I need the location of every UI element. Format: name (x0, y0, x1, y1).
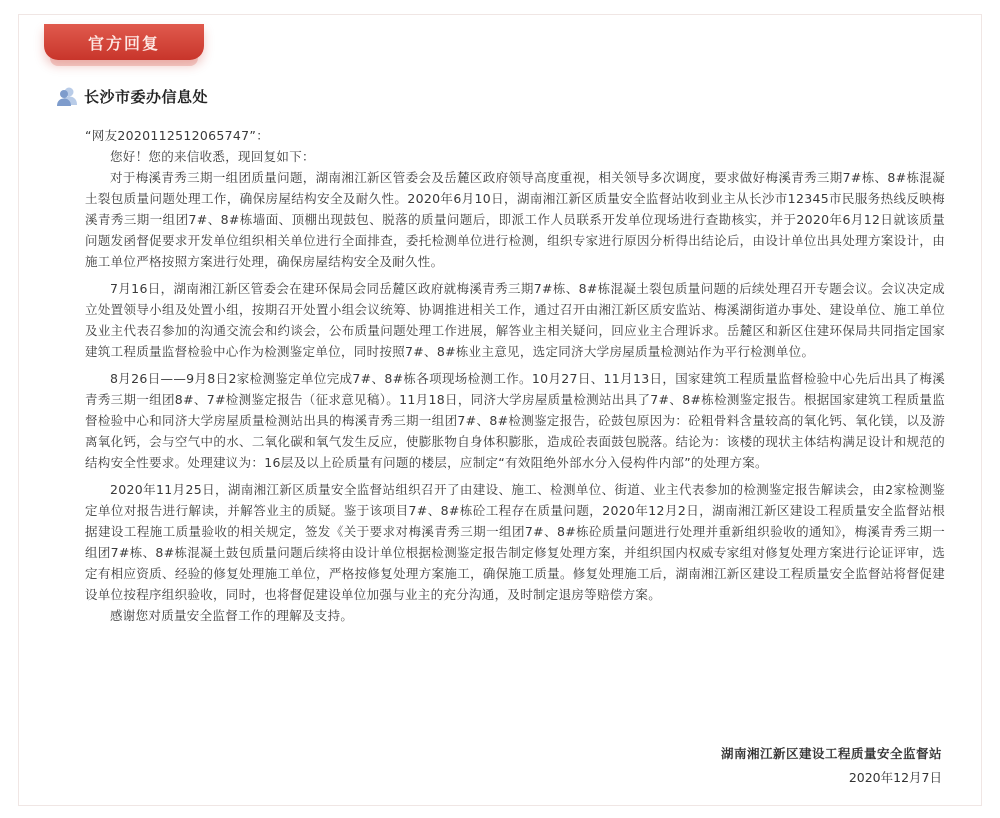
sender-name: 长沙市委办信息处 (84, 87, 209, 106)
paragraph: 对于梅溪青秀三期一组团质量问题，湖南湘江新区管委会及岳麓区政府领导高度重视，相关领导多次调度，要求做好梅溪青秀三期7#栋、8#栋混凝土裂包质量问题处理工作，确保房屋结构安全及耐久性。2020年6月10日，湖南湘江新区质量安全监督站收到业主从长沙市12345市民服务热线反映梅溪青秀三期一组团7#、8#栋墙面、顶棚出现鼓包、脱落的质量问题后，即派工作人员联系开发单位现场进行查勘核实，并于2020年6月12日就该质量问题发函督促要求开发单位组织相关单位进行全面排查，委托检测单位进行检测，组织专家进行原因分析得出结论后，由设计单位出具处理方案设计，由施工单位严格按照方案进行处理，确保房屋结构安全及耐久性。 (85, 170, 945, 269)
addressee: “网友2020112512065747”： (85, 128, 269, 143)
signature-date: 2020年12月7日 (848, 770, 942, 785)
reply-body (85, 125, 945, 626)
user-icon (56, 85, 78, 107)
sender-header (56, 85, 208, 107)
paragraph: 2020年11月25日，湖南湘江新区质量安全监督站组织召开了由建设、施工、检测单位、街道、业主代表参加的检测鉴定报告解读会，由2家检测鉴定单位对报告进行解读，并解答业主的质疑。鉴于该项目7#、8#栋砼工程存在质量问题，2020年12月2日，湖南湘江新区建设工程质量安全监督站根据建设工程施工质量验收的相关规定，签发《关于要求对梅溪青秀三期一组团7#、8#栋砼质量问题进行处理并重新组织验收的通知》，梅溪青秀三期一组团7#栋、8#栋混凝土鼓包质量问题后续将由设计单位根据检测鉴定报告制定修复处理方案，并组织国内权威专家组对修复处理方案进行论证评审，选定有相应资质、经验的修复处理施工单位，严格按修复处理方案施工，确保施工质量。修复处理施工后，湖南湘江新区建设工程质量安全监督站将督促建设单位按程序组织验收，同时，也将督促建设单位加强与业主的充分沟通，及时制定退房等赔偿方案。 (85, 482, 945, 602)
closing-line: 感谢您对质量安全监督工作的理解及支持。 (110, 608, 354, 623)
greeting: 您好！您的来信收悉，现回复如下： (110, 149, 315, 164)
paragraph: 7月16日，湖南湘江新区管委会在建环保局会同岳麓区政府就梅溪青秀三期7#栋、8#栋混凝土裂包质量问题的后续处理召开专题会议。会议决定成立处置领导小组及处置小组，按期召开处置小组会议统筹、协调推进相关工作，通过召开由湘江新区质安监站、梅溪湖街道办事处、建设单位、施工单位及业主代表召参加的沟通交流会和约谈会，公布质量问题处理工作进展，解答业主相关疑问，回应业主合理诉求。岳麓区和新区住建环保局共同指定国家建筑工程质量监督检验中心作为检测鉴定单位，同时按照7#、8#栋业主意见，选定同济大学房屋质量检测站作为平行检测单位。 (85, 281, 945, 359)
signature-block (721, 742, 942, 790)
official-reply-badge (44, 24, 204, 60)
signature-org: 湖南湘江新区建设工程质量安全监督站 (720, 746, 942, 761)
badge-label: 官方回复 (87, 33, 160, 53)
paragraph: 8月26日——9月8日2家检测鉴定单位完成7#、8#栋各项现场检测工作。10月27日、11月13日，国家建筑工程质量监督检验中心先后出具了梅溪青秀三期一组团8#、7#检测鉴定报告（征求意见稿）。11月18日，同济大学房屋质量检测站出具了7#、8#栋检测鉴定报告。根据国家建筑工程质量监督检验中心和同济大学房屋质量检测站出具的梅溪青秀三期一组团7#、8#检测鉴定报告，砼鼓包原因为：砼粗骨料含量较高的氧化钙、氧化镁，以及游离氧化钙，会与空气中的水、二氧化碳和氧气发生反应，使膨胀物自身体积膨胀，造成砼表面鼓包脱落。结论为：该楼的现状主体结构满足设计和规范的结构安全性要求。处理建议为：16层及以上砼质量有问题的楼层，应制定“有效阻绝外部水分入侵构件内部”的处理方案。 (85, 371, 945, 470)
